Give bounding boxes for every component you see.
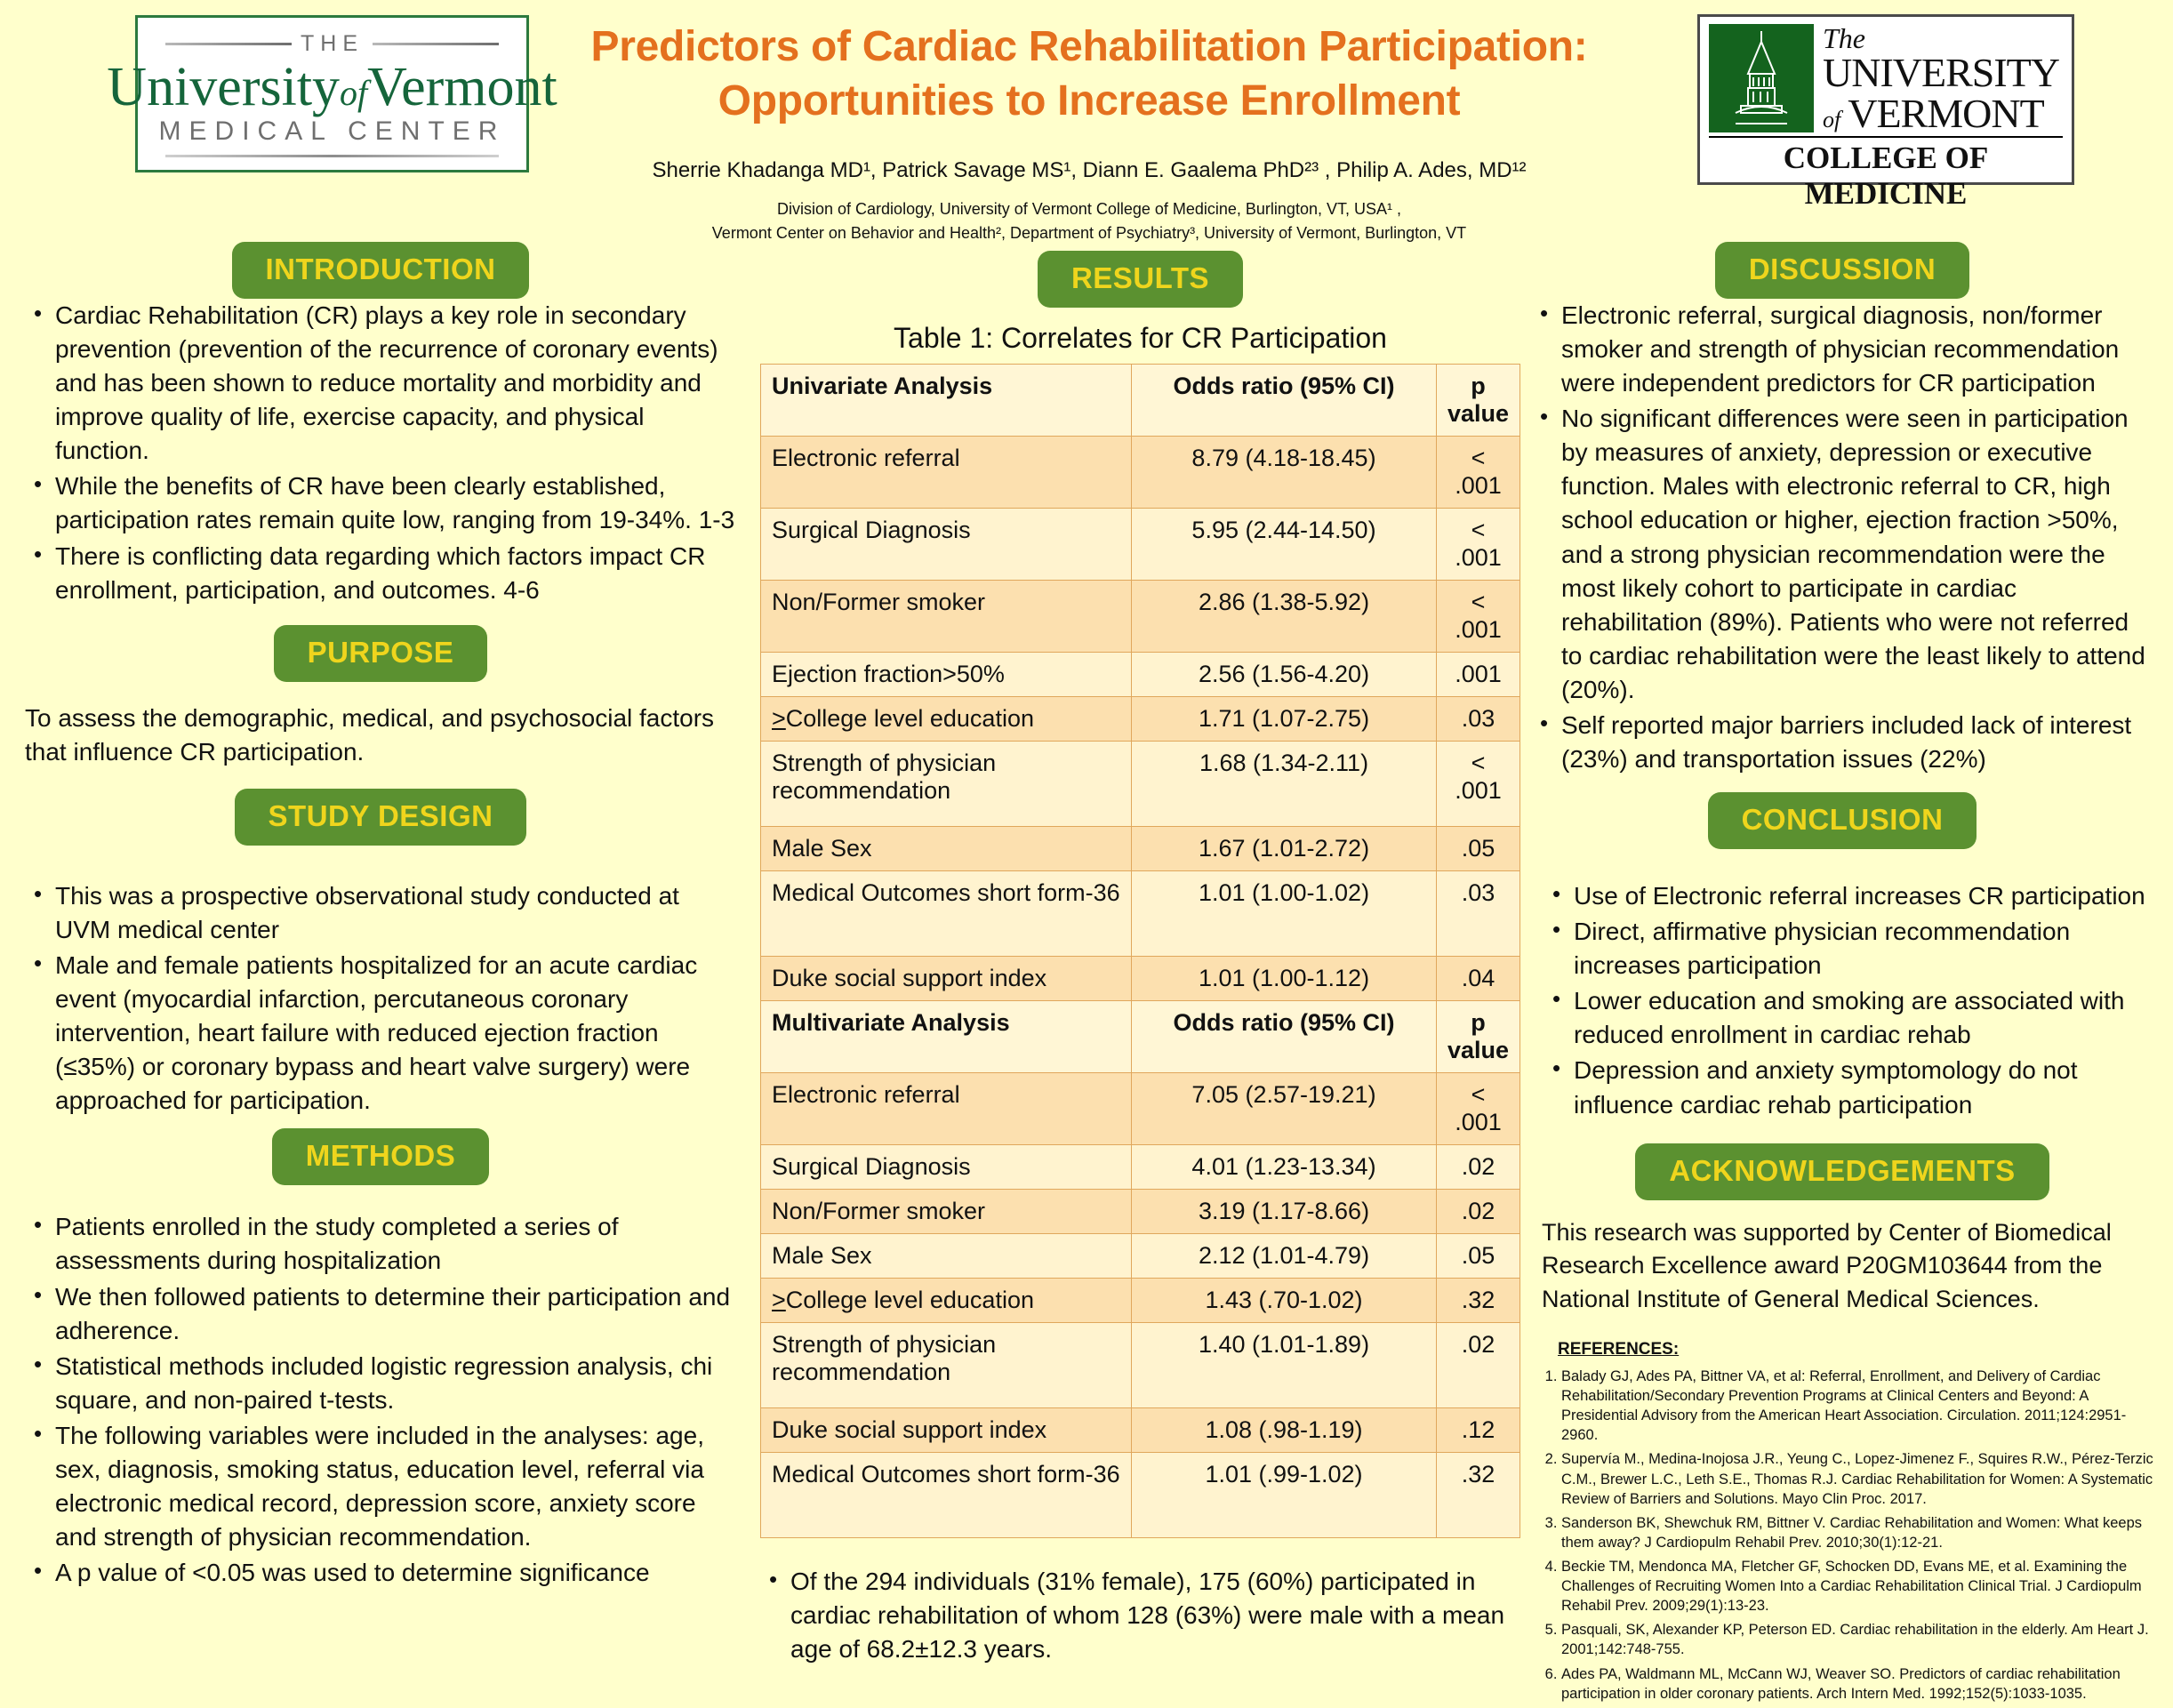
logo-of-text: of (1823, 107, 1841, 132)
cell-p-value: < .001 (1437, 1073, 1520, 1145)
logo-bottom-rule (165, 155, 500, 157)
list-item: • We then followed patients to determine their participation and adherence. (25, 1280, 736, 1348)
column-header-odds-ratio: Odds ratio (95% CI) (1132, 365, 1437, 437)
section-header-purpose: PURPOSE (274, 625, 488, 682)
purpose-text: To assess the demographic, medical, and psychosocial factors that influence CR participation. (25, 703, 715, 766)
affiliation-line-1: Division of Cardiology, University of Vermont College of Medicine, Burlington, VT, USA¹ , (777, 200, 1401, 218)
list-item: • While the benefits of CR have been clearly established, participation rates remain quite low, ranging from 19-34%. 1-3 (25, 469, 736, 537)
cell-odds-ratio: 1.43 (.70-1.02) (1132, 1279, 1437, 1323)
table-row (761, 1234, 1520, 1279)
study-design-bullet-list (25, 879, 736, 1119)
logo-medical-center-text: MEDICAL CENTER (158, 116, 506, 146)
table-row (761, 697, 1520, 742)
cell-odds-ratio: 1.40 (1.01-1.89) (1132, 1323, 1437, 1408)
logo-rule-right (373, 43, 499, 45)
logo-of-vermont-row (1823, 93, 2059, 134)
methods-bullet-list (25, 1210, 736, 1590)
conclusion-bullet-list (1531, 879, 2153, 1122)
cell-odds-ratio: 2.86 (1.38-5.92) (1132, 581, 1437, 653)
section-header-methods: METHODS (272, 1128, 490, 1185)
table-row (761, 437, 1520, 509)
cell-odds-ratio: 1.68 (1.34-2.11) (1132, 742, 1437, 827)
cell-p-value: .02 (1437, 1190, 1520, 1234)
list-item: • Cardiac Rehabilitation (CR) plays a key role in secondary prevention (prevention of the recurrence of coronary events) and has been shown to reduce mortality and morbidity and improve quality of life, exercise capacity, and physical function. (25, 299, 736, 468)
cell-label: Male Sex (761, 1234, 1132, 1279)
logo-the-text: THE (301, 30, 364, 56)
poster-title (551, 20, 1627, 129)
reference-item: 6. Ades PA, Waldmann ML, McCann WJ, Weaver SO. Predictors of cardiac rehabilitation participation in older coronary patients. Arch Intern Med. 1992;152(5):1033-1035. (1561, 1664, 2153, 1704)
list-item: • The following variables were included in the analyses: age, sex, diagnosis, smoking status, education level, referral via electronic medical record, depression score, anxiety score and strength of physician recommendation. (25, 1419, 736, 1554)
cell-p-value: < .001 (1437, 742, 1520, 827)
cell-p-value: .05 (1437, 1234, 1520, 1279)
cell-odds-ratio: 7.05 (2.57-19.21) (1132, 1073, 1437, 1145)
title-line-1: Predictors of Cardiac Rehabilitation Participation: (590, 23, 1588, 70)
acknowledgements-header-wrap (1531, 1143, 2153, 1200)
list-item: • A p value of <0.05 was used to determine significance (25, 1556, 736, 1590)
list-item: • Self reported major barriers included lack of interest (23%) and transportation issues (22%) (1531, 709, 2153, 776)
table-row (761, 1323, 1520, 1408)
table-row (761, 581, 1520, 653)
left-column (25, 242, 736, 1592)
cell-label: Surgical Diagnosis (761, 1145, 1132, 1190)
acknowledgements-text: This research was supported by Center of Biomedical Research Excellence award P20GM103644 from the National Institute of General Medical Sciences. (1542, 1218, 2112, 1313)
cell-odds-ratio: 1.01 (1.00-1.12) (1132, 957, 1437, 1001)
discussion-header-wrap (1531, 242, 2153, 299)
logo-rule-left (165, 43, 292, 45)
logo-the-row (165, 31, 500, 57)
table-header-row-multivariate (761, 1001, 1520, 1073)
table-row (761, 1453, 1520, 1538)
cell-p-value: .02 (1437, 1323, 1520, 1408)
list-item: • Depression and anxiety symptomology do not influence cardiac rehab participation (1544, 1054, 2153, 1121)
reference-item: 2. Supervía M., Medina-Inojosa J.R., Yeung C., Lopez-Jimenez F., Squires R.W., Pérez-Terzic C.M., Brewer L.C., Leth S.E., Thomas R.J. Cardiac Rehabilitation for Women: A Systematic Review of Barriers and Solutions. Mayo Clin Proc. 2017. (1561, 1449, 2153, 1508)
cell-label: Non/Former smoker (761, 1190, 1132, 1234)
cell-odds-ratio: 8.79 (4.18-18.45) (1132, 437, 1437, 509)
cell-label: Electronic referral (761, 1073, 1132, 1145)
list-item: • Patients enrolled in the study completed a series of assessments during hospitalization (25, 1210, 736, 1278)
list-item: • There is conflicting data regarding which factors impact CR enrollment, participation, and outcomes. 4-6 (25, 540, 736, 607)
results-summary-list (760, 1565, 1520, 1666)
cell-label: Strength of physician recommendation (761, 742, 1132, 827)
purpose-header-wrap (25, 625, 736, 682)
cell-label: Strength of physician recommendation (761, 1323, 1132, 1408)
cell-p-value: < .001 (1437, 509, 1520, 581)
cell-p-value: .32 (1437, 1453, 1520, 1538)
list-item: • Direct, affirmative physician recommendation increases participation (1544, 915, 2153, 982)
cell-p-value: .03 (1437, 697, 1520, 742)
right-column (1531, 242, 2153, 1708)
section-header-study-design: STUDY DESIGN (235, 789, 527, 846)
title-line-2: Opportunities to Increase Enrollment (718, 77, 1461, 125)
cell-odds-ratio: 5.95 (2.44-14.50) (1132, 509, 1437, 581)
cell-label: Electronic referral (761, 437, 1132, 509)
table-row (761, 957, 1520, 1001)
reference-item: 5. Pasquali, SK, Alexander KP, Peterson ED. Cardiac rehabilitation in the elderly. Am Heart J. 2001;142:748-755. (1561, 1620, 2153, 1659)
methods-header-wrap (25, 1128, 736, 1185)
cell-p-value: .001 (1437, 653, 1520, 697)
cell-label: >College level education (761, 1279, 1132, 1323)
section-header-discussion: DISCUSSION (1715, 242, 1969, 299)
cell-label: Surgical Diagnosis (761, 509, 1132, 581)
reference-item: 1. Balady GJ, Ades PA, Bittner VA, et al: Referral, Enrollment, and Delivery of Cardiac Rehabilitation/Secondary Prevention Programs at Clinical Centers and Beyond: A Presidential Advisory from the American Heart Association. Circulation. 2011;124:2951-2960. (1561, 1367, 2153, 1445)
cell-label: Male Sex (761, 827, 1132, 871)
cell-odds-ratio: 1.67 (1.01-2.72) (1132, 827, 1437, 871)
cell-label: Ejection fraction>50% (761, 653, 1132, 697)
ira-allen-tower-icon (1709, 24, 1814, 132)
column-header-p-value: p value (1437, 365, 1520, 437)
section-header-conclusion: CONCLUSION (1708, 792, 1977, 849)
table-row (761, 1408, 1520, 1453)
column-header-analysis: Multivariate Analysis (761, 1001, 1132, 1073)
uvm-college-of-medicine-logo (1697, 14, 2074, 211)
logo-university-text: UNIVERSITY (1823, 50, 2059, 95)
cell-p-value: .32 (1437, 1279, 1520, 1323)
table-header-row-univariate (761, 365, 1520, 437)
cell-label: Medical Outcomes short form-36 (761, 871, 1132, 957)
table-row (761, 871, 1520, 957)
cell-odds-ratio: 3.19 (1.17-8.66) (1132, 1190, 1437, 1234)
cell-label: Medical Outcomes short form-36 (761, 1453, 1132, 1538)
correlates-table (760, 364, 1520, 1538)
logo-wordmark (1823, 24, 2059, 134)
column-header-odds-ratio: Odds ratio (95% CI) (1132, 1001, 1437, 1073)
cell-odds-ratio: 1.01 (.99-1.02) (1132, 1453, 1437, 1538)
cell-p-value: .03 (1437, 871, 1520, 957)
results-header-wrap (760, 251, 1520, 308)
list-item: • Statistical methods included logistic regression analysis, chi square, and non-paired t-tests. (25, 1350, 736, 1417)
list-item: • Electronic referral, surgical diagnosis, non/former smoker and strength of physician recommendation were independent predictors for CR participation (1531, 299, 2153, 400)
cell-label: Duke social support index (761, 1408, 1132, 1453)
logo-top-row (1709, 24, 2063, 134)
introduction-header-wrap (25, 242, 736, 299)
author-list: Sherrie Khadanga MD¹, Patrick Savage MS¹, Diann E. Gaalema PhD²³ , Philip A. Ades, MD¹² (652, 158, 1527, 182)
cell-odds-ratio: 4.01 (1.23-13.34) (1132, 1145, 1437, 1190)
cell-p-value: < .001 (1437, 581, 1520, 653)
column-header-p-value: p value (1437, 1001, 1520, 1073)
references-list (1531, 1367, 2153, 1704)
section-header-results: RESULTS (1038, 251, 1243, 308)
cell-odds-ratio: 2.12 (1.01-4.79) (1132, 1234, 1437, 1279)
reference-item: 3. Sanderson BK, Shewchuk RM, Bittner V. Cardiac Rehabilitation and Women: What keeps them away? J Cardiopulm Rehabil Prev. 2010;30(1):12-21. (1561, 1513, 2153, 1552)
table-title: Table 1: Correlates for CR Participation (894, 322, 1387, 354)
column-header-analysis: Univariate Analysis (761, 365, 1132, 437)
cell-p-value: .04 (1437, 957, 1520, 1001)
reference-item: 4. Beckie TM, Mendonca MA, Fletcher GF, Schocken DD, Evans ME, et al. Examining the Challenges of Recruiting Women Into a Cardiac Rehabilitation Clinical Trial. J Cardiopulm Rehabil Prev. 2009;29(1):13-23. (1561, 1557, 2153, 1616)
list-item: • This was a prospective observational study conducted at UVM medical center (25, 879, 736, 947)
affiliation-line-2: Vermont Center on Behavior and Health², Department of Psychiatry³, University of Vermont, Burlington, VT (711, 224, 1467, 242)
table-row (761, 1190, 1520, 1234)
section-header-acknowledgements: ACKNOWLEDGEMENTS (1635, 1143, 2049, 1200)
discussion-bullet-list (1531, 299, 2153, 776)
cell-p-value: < .001 (1437, 437, 1520, 509)
section-header-introduction: INTRODUCTION (232, 242, 530, 299)
table-row (761, 827, 1520, 871)
table-row (761, 1279, 1520, 1323)
introduction-bullet-list (25, 299, 736, 607)
list-item: • Male and female patients hospitalized for an acute cardiac event (myocardial infarction, percutaneous coronary intervention, heart failure with reduced ejection fraction (≤35%) or coronary bypass and heart valve surgery) were approached for participation. (25, 949, 736, 1118)
logo-college-of-medicine-text: COLLEGE OF MEDICINE (1709, 136, 2063, 212)
cell-p-value: .05 (1437, 827, 1520, 871)
cell-label: Non/Former smoker (761, 581, 1132, 653)
list-item: • Of the 294 individuals (31% female), 175 (60%) participated in cardiac rehabilitation of whom 128 (63%) were male with a mean age of 68.2±12.3 years. (760, 1565, 1520, 1666)
list-item: • Use of Electronic referral increases CR participation (1544, 879, 2153, 913)
middle-column (760, 251, 1520, 1668)
study-design-header-wrap (25, 789, 736, 846)
logo-the-text: The (1823, 22, 1865, 54)
table-row (761, 653, 1520, 697)
cell-odds-ratio: 2.56 (1.56-4.20) (1132, 653, 1437, 697)
list-item: • No significant differences were seen in participation by measures of anxiety, depression or executive function. Males with electronic referral to CR, high school education or higher, ejection fraction >50%, and a strong physician recommendation were the most likely cohort to participate in cardiac rehabilitation (89%). Patients who were not referred to cardiac rehabilitation were the least likely to attend (20%). (1531, 402, 2153, 707)
cell-odds-ratio: 1.71 (1.07-2.75) (1132, 697, 1437, 742)
logo-vermont-text: VERMONT (1848, 91, 2044, 136)
cell-odds-ratio: 1.01 (1.00-1.02) (1132, 871, 1437, 957)
cell-label: Duke social support index (761, 957, 1132, 1001)
table-row (761, 1145, 1520, 1190)
uvm-medical-center-logo (107, 15, 557, 172)
references-label: REFERENCES: (1558, 1340, 1680, 1359)
table-row (761, 1073, 1520, 1145)
cell-label: >College level education (761, 697, 1132, 742)
table-row (761, 742, 1520, 827)
cell-odds-ratio: 1.08 (.98-1.19) (1132, 1408, 1437, 1453)
cell-p-value: .02 (1437, 1145, 1520, 1190)
affiliations (551, 197, 1627, 245)
cell-p-value: .12 (1437, 1408, 1520, 1453)
logo-university-of-vermont: UniversityofVermont (107, 56, 557, 117)
table-row (761, 509, 1520, 581)
conclusion-header-wrap (1531, 792, 2153, 849)
list-item: • Lower education and smoking are associated with reduced enrollment in cardiac rehab (1544, 984, 2153, 1052)
